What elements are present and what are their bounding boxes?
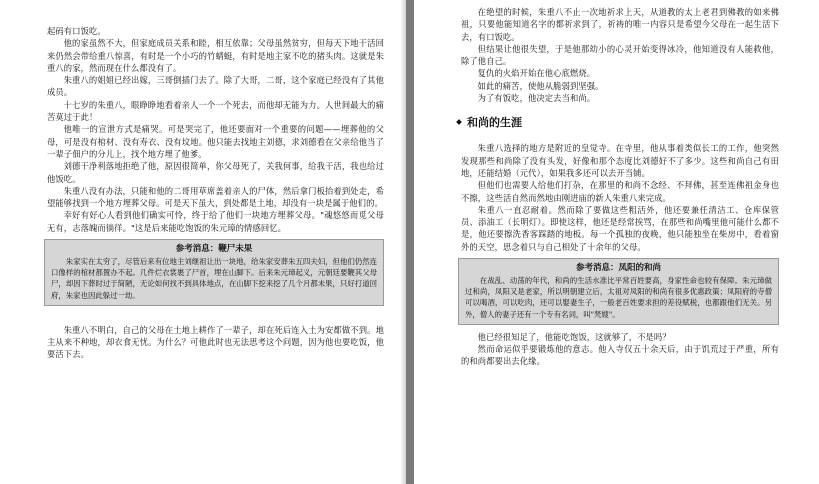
body-paragraph: 十七岁的朱重八，眼睁睁地看着亲人一个一个死去，而他却无能为力。人世间最大的痛苦莫过于此！: [47, 99, 384, 123]
body-paragraph: 复仇的火焰开始在他心底燃烧。: [477, 68, 596, 79]
diamond-bullet-icon: [456, 120, 462, 126]
body-paragraph: 幸好有好心人看到他们确实可怜，终于给了他们一块地方埋葬父母。"魂悠悠而觅父母无有，志落魄而徜徉。"这是后来能吃饱饭的朱元璋的情感回忆。: [47, 210, 384, 233]
left-page: [0, 0, 406, 484]
sidebar-box-fengyang: [458, 258, 779, 325]
right-body-text-bottom: [461, 331, 779, 368]
body-paragraph: 在绝望的时候，朱重八不止一次地祈求上天，从道教的太上老君到佛教的如来佛祖，只要他能知道名字的都祈求到了，祈祷的唯一内容只是希望今父母在一起生活下去，有口饭吃。: [461, 7, 779, 42]
right-page: [414, 0, 819, 484]
body-paragraph: 朱重八的姐姐已经出嫁，三哥倒插门去了。除了大哥，二哥，这个家庭已经没有了其他成员。: [47, 75, 384, 98]
section-heading-text: 和尚的生涯: [467, 116, 522, 130]
body-paragraph: 刘德干净利落地拒绝了他，原因很简单，你父母死了，关我何事，给我干活，我也给过他饭吃。: [47, 161, 384, 184]
body-paragraph: 他已经很知足了，他能吃饱饭，这就够了，不是吗？: [477, 331, 671, 342]
right-body-text-top: [461, 6, 779, 104]
body-paragraph: 朱重八没有办法，只能和他的二哥用草席盖着亲人的尸体，然后拿门板抬着到处走，希望能够找到一个地方埋葬父母。可是天下虽大，到处都是土地，却没有一块是属于他们的。: [47, 185, 384, 209]
body-paragraph: 但他们也需要人给他们打杂，在那里的和尚不念经、不拜佛，甚至连佛祖金身也不擦，这些活自然而然地由刚进庙的新人朱重八来完成。: [461, 180, 779, 203]
body-paragraph: 朱重八选择的地方是附近的皇觉寺。在寺里，他从事着类似长工的工作，他突然发现那些和尚除了没有头发，好像和那个态度比刘德好不了多少。这些和尚自己有田地，还能结婚（元代），如果我多还可以去开当铺。: [461, 143, 779, 178]
box-title: 参考消息：凤阳的和尚: [575, 263, 661, 274]
body-paragraph: 他的家虽然不大，但家庭成员关系和睦，相互依靠；父母虽然贫穷，但每天下地干活回来仍然会带给重八惊喜，有时是一个小巧的竹蜻蜓，有时是地主家不吃的猪头肉。这就是朱重八的家，然而现在什么都没有了。: [47, 38, 384, 73]
body-paragraph: 他唯一的宣泄方式是痛哭。可是哭完了，他还要面对一个重要的问题——埋葬他的父母，可是没有棺材、没有寿衣、没有坟地。他只能去找地主刘德，求刘德看在父亲给他当了一辈子佃户的分儿上，找个地方埋了他爹。: [47, 124, 384, 159]
section-heading: [455, 116, 779, 130]
left-body-text-top: [47, 25, 384, 234]
body-paragraph: 起码有口饭吃。: [47, 26, 106, 36]
page-gutter-shadow: [400, 0, 406, 484]
sidebar-box-whipping: [44, 239, 384, 306]
box-text: 在战乱、动荡的年代，和尚的生活水准比平常百姓要高，身家性命也较有保障。朱元璋做过和尚，凤阳又是老家，所以明朝建立后，太祖对凤阳的和尚有很多优惠政策；凤阳府的寺僧可以喝酒，可以吃肉，还可以娶妻生子，一般老百姓要求担的差役赋税，也都跟他们无关。另外，僧人的妻子还有一个专有名词，叫"梵嫂"。: [465, 276, 772, 319]
box-title: 参考消息：鞭尸未果: [175, 244, 253, 255]
box-text: 朱家实在太穷了，尽管后来有位地主刘继祖让出一块地，给朱家安葬朱五四夫妇，但他们仍然连口像样的棺材都置办不起。几件烂衣裳裹了尸首，埋在山脚下。后来朱元璋起义，元朝廷要鞭其父母尸，却因下葬时过于简陋，无论如何找不到具体地点，在山脚下挖来挖了几个月都未果，只好打道回府，朱家也因此躲过一劫。: [51, 257, 377, 300]
body-paragraph: 但结果让他很失望，于是他那幼小的心灵开始变得冰冷，他知道没有人能救他，除了他自己。: [461, 43, 779, 67]
left-body-text-bottom: [47, 324, 384, 361]
body-paragraph: 如此的痛苦，使他从脆弱到坚强。: [477, 80, 604, 91]
body-paragraph: 朱重八不明白，自己的父母在土地上耕作了一辈子，却在死后连入土为安都做不到。地主从来不种地，却衣食无忧。为什么？可他此时也无法思考这个问题，因为他也要吃饭，他要活下去。: [47, 324, 384, 360]
body-paragraph: 为了有饭吃，他决定去当和尚。: [477, 93, 596, 104]
right-body-text-mid: [461, 142, 779, 253]
body-paragraph: 朱重八一直忍耐着。然而除了要做这些粗活外，他还要兼任清洁工、仓库保管员、添油工（长明灯）。即使这样，他还是经常挨骂，在那些和尚嘴里他可能什么都不是，他还要擦洗香客踩踏的地板。每一个孤独的夜晚，他只能独坐在柴房中，看着窗外的天空，思念着只与自己相处了十余年的父母。: [461, 204, 779, 252]
body-paragraph: 然而命运似乎要锻炼他的意志。他入寺仅五十余天后，由于饥荒过于严重，所有的和尚都要出去化缘。: [461, 344, 779, 367]
